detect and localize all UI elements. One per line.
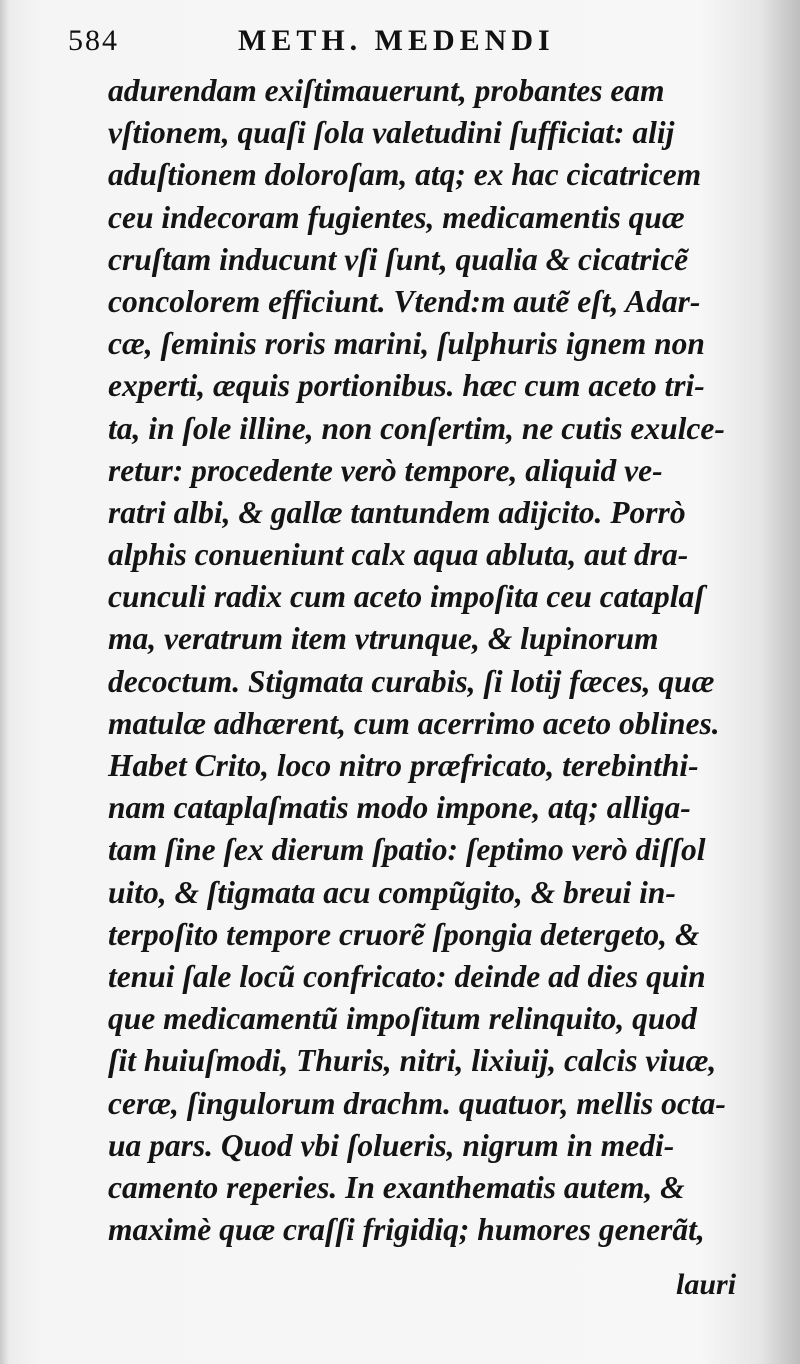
text-line: ratri albi, & gallæ tantundem adijcito. Porrò	[108, 494, 686, 530]
text-line: decoctum. Stigmata curabis, ſi lotij fæces, quæ	[108, 663, 715, 699]
page-gutter	[0, 0, 10, 1364]
body-text	[108, 70, 748, 1251]
text-line: maximè quæ craſſi frigidiq; humores generãt,	[108, 1212, 705, 1248]
text-line: experti, æquis portionibus. hæc cum aceto tri-	[108, 368, 705, 404]
text-line: aduſtionem doloroſam, atq; ex hac cicatricem	[108, 157, 702, 193]
text-line: vſtionem, quaſi ſola valetudini ſufficiat: alij	[108, 115, 675, 151]
text-line: matulæ adhærent, cum acerrimo aceto oblines.	[108, 705, 720, 741]
running-head: METH. MEDENDI	[238, 24, 555, 57]
text-line: terpoſito tempore cruorẽ ſpongia detergeto, &	[108, 916, 700, 952]
text-line: ceræ, ſingulorum drachm. quatuor, mellis octa-	[108, 1085, 726, 1121]
text-line: Habet Crito, loco nitro præfricato, terebinthi-	[108, 748, 699, 783]
text-line: cunculi radix cum aceto impoſita ceu cataplaſ	[108, 579, 705, 615]
text-line: adurendam exiſtimauerunt, probantes eam	[108, 73, 665, 108]
text-line: alphis conueniunt calx aqua abluta, aut dra-	[108, 537, 689, 573]
page-edge-shadow	[760, 0, 800, 1364]
text-line: cæ, ſeminis roris marini, ſulphuris ignem non	[108, 326, 705, 362]
text-line: retur: procedente verò tempore, aliquid ve-	[108, 452, 663, 488]
text-line: ma, veratrum item vtrunque, & lupinorum	[108, 621, 659, 657]
text-line: ſit huiuſmodi, Thuris, nitri, lixiuij, calcis viuæ,	[108, 1043, 717, 1079]
text-line: ceu indecoram fugientes, medicamentis quæ	[108, 199, 685, 235]
text-line: tam ſine ſex dierum ſpatio: ſeptimo verò diſſol	[108, 832, 706, 868]
text-line: nam cataplaſmatis modo impone, atq; alliga-	[108, 790, 691, 826]
text-line: ua pars. Quod vbi ſolueris, nigrum in medi-	[108, 1127, 675, 1163]
page-number: 584	[68, 24, 119, 57]
text-line: cruſtam inducunt vſi ſunt, qualia & cicatricẽ	[108, 241, 689, 277]
page-header	[60, 18, 760, 62]
catchword: lauri	[676, 1268, 737, 1301]
text-line: concolorem efficiunt. Vtend:m autẽ eſt, Adar-	[108, 283, 701, 319]
text-line: camento reperies. In exanthematis autem, &	[108, 1169, 685, 1205]
text-line: que medicamentũ impoſitum relinquito, quod	[108, 1001, 697, 1037]
text-line: ta, in ſole illine, non conſertim, ne cutis exulce-	[108, 410, 725, 446]
text-line: uito, & ſtigmata acu compũgito, & breui in-	[108, 874, 676, 910]
text-line: tenui ſale locũ confricato: deinde ad dies quin	[108, 958, 706, 994]
